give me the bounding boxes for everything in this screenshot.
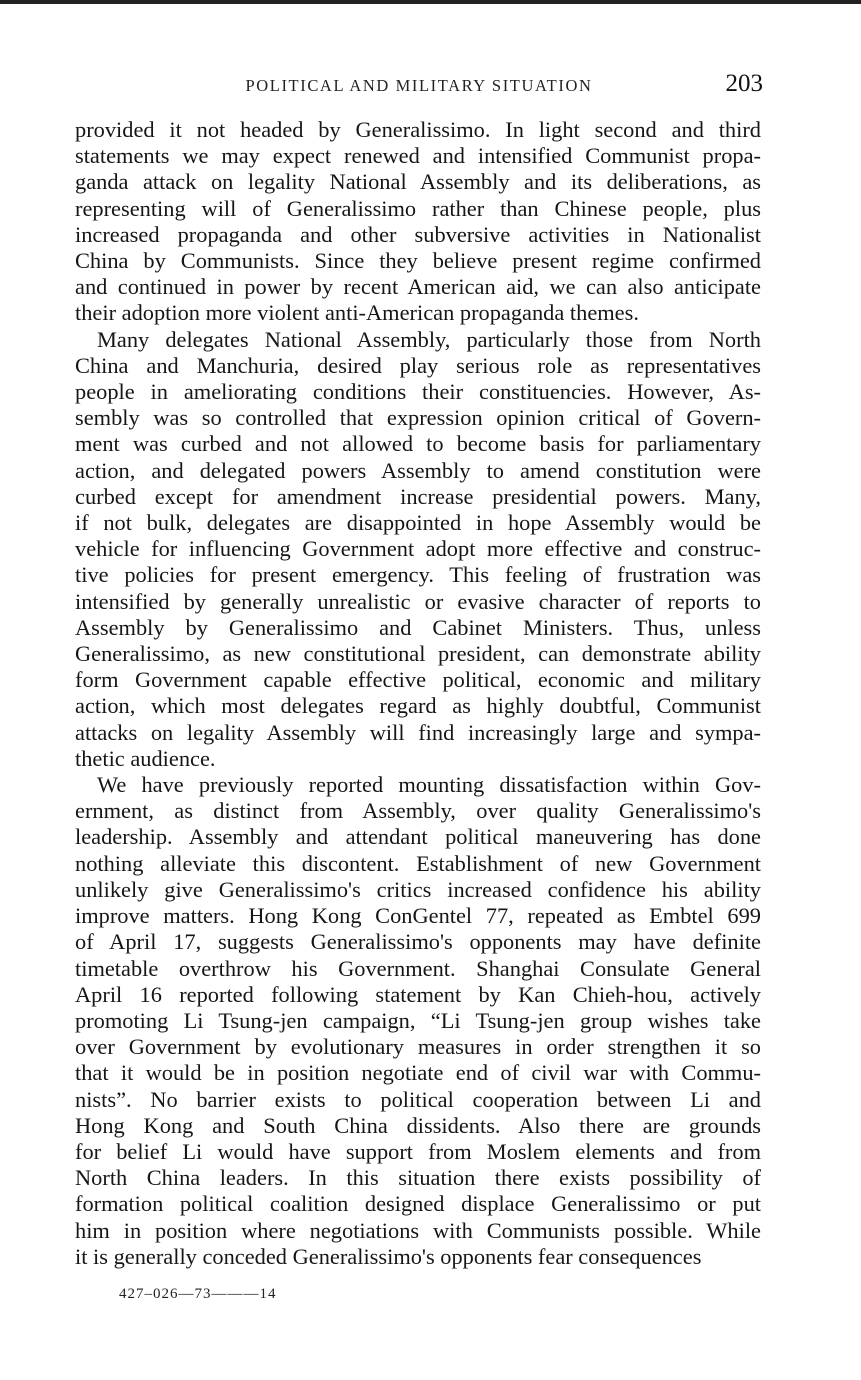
text-line: statements we may expect renewed and intensified Communist propa- bbox=[75, 143, 761, 169]
text-line: sembly was so controlled that expression opinion critical of Govern- bbox=[75, 405, 761, 431]
footer-print-code: 427–026—73———14 bbox=[119, 1286, 277, 1302]
text-line: formation political coalition designed displace Generalissimo or put bbox=[75, 1191, 761, 1217]
text-line: China by Communists. Since they believe present regime confirmed bbox=[75, 248, 761, 274]
text-line: form Government capable effective political, economic and military bbox=[75, 667, 761, 693]
paragraph bbox=[75, 772, 761, 1270]
text-line: Generalissimo, as new constitutional president, can demonstrate ability bbox=[75, 641, 761, 667]
text-line: people in ameliorating conditions their constituencies. However, As- bbox=[75, 379, 761, 405]
text-line: Many delegates National Assembly, particularly those from North bbox=[97, 326, 761, 352]
page-number: 203 bbox=[725, 70, 763, 97]
text-line: nothing alleviate this discontent. Establishment of new Government bbox=[75, 850, 761, 876]
paragraph bbox=[75, 327, 761, 772]
text-line: Assembly by Generalissimo and Cabinet Ministers. Thus, unless bbox=[75, 614, 761, 640]
text-line: that it would be in position negotiate end of civil war with Commu- bbox=[75, 1060, 761, 1086]
text-line: for belief Li would have support from Moslem elements and from bbox=[75, 1138, 761, 1164]
text-line: representing will of Generalissimo rather than Chinese people, plus bbox=[75, 195, 761, 221]
text-line: increased propaganda and other subversive activities in Nationalist bbox=[75, 221, 761, 247]
text-line: intensified by generally unrealistic or evasive character of reports to bbox=[75, 588, 761, 614]
text-line: over Government by evolutionary measures in order strengthen it so bbox=[75, 1034, 761, 1060]
text-line: vehicle for influencing Government adopt more effective and construc- bbox=[75, 536, 761, 562]
text-line: provided it not headed by Generalissimo. In light second and third bbox=[75, 117, 761, 142]
text-line: ernment, as distinct from Assembly, over quality Generalissimo's bbox=[75, 798, 761, 824]
text-line: curbed except for amendment increase presidential powers. Many, bbox=[75, 483, 761, 509]
text-line: ment was curbed and not allowed to become basis for parliamentary bbox=[75, 431, 761, 457]
text-line: unlikely give Generalissimo's critics increased confidence his ability bbox=[75, 876, 761, 902]
text-line: tive policies for present emergency. This feeling of frustration was bbox=[75, 562, 761, 588]
text-line: him in position where negotiations with Communists possible. While bbox=[75, 1217, 761, 1243]
text-line: if not bulk, delegates are disappointed in hope Assembly would be bbox=[75, 510, 761, 536]
text-line: action, and delegated powers Assembly to amend constitution were bbox=[75, 457, 761, 483]
text-line: promoting Li Tsung-jen campaign, “Li Tsung-jen group wishes take bbox=[75, 1007, 761, 1033]
text-line: their adoption more violent anti-American propaganda themes. bbox=[75, 300, 639, 326]
text-line: China and Manchuria, desired play serious role as representatives bbox=[75, 352, 761, 378]
text-line: action, which most delegates regard as highly doubtful, Communist bbox=[75, 693, 761, 719]
text-line: thetic audience. bbox=[75, 745, 216, 771]
text-line: timetable overthrow his Government. Shanghai Consulate General bbox=[75, 955, 761, 981]
text-line: North China leaders. In this situation there exists possibility of bbox=[75, 1165, 761, 1191]
running-head: POLITICAL AND MILITARY SITUATION bbox=[245, 76, 593, 95]
page-header bbox=[75, 70, 763, 104]
body-text bbox=[75, 117, 761, 1270]
text-line: nists”. No barrier exists to political cooperation between Li and bbox=[75, 1086, 761, 1112]
text-line: Hong Kong and South China dissidents. Also there are grounds bbox=[75, 1112, 761, 1138]
text-line: We have previously reported mounting dissatisfaction within Gov- bbox=[97, 772, 761, 798]
text-line: and continued in power by recent American aid, we can also anticipate bbox=[75, 274, 761, 300]
top-border-rule bbox=[0, 0, 861, 4]
text-line: leadership. Assembly and attendant political maneuvering has done bbox=[75, 824, 761, 850]
text-line: it is generally conceded Generalissimo's opponents fear consequences bbox=[75, 1243, 702, 1269]
text-line: ganda attack on legality National Assembly and its deliberations, as bbox=[75, 169, 761, 195]
text-line: of April 17, suggests Generalissimo's opponents may have definite bbox=[75, 929, 761, 955]
paragraph bbox=[75, 117, 761, 327]
text-line: attacks on legality Assembly will find increasingly large and sympa- bbox=[75, 719, 761, 745]
text-line: improve matters. Hong Kong ConGentel 77, repeated as Embtel 699 bbox=[75, 903, 761, 929]
text-line: April 16 reported following statement by Kan Chieh-hou, actively bbox=[75, 981, 761, 1007]
